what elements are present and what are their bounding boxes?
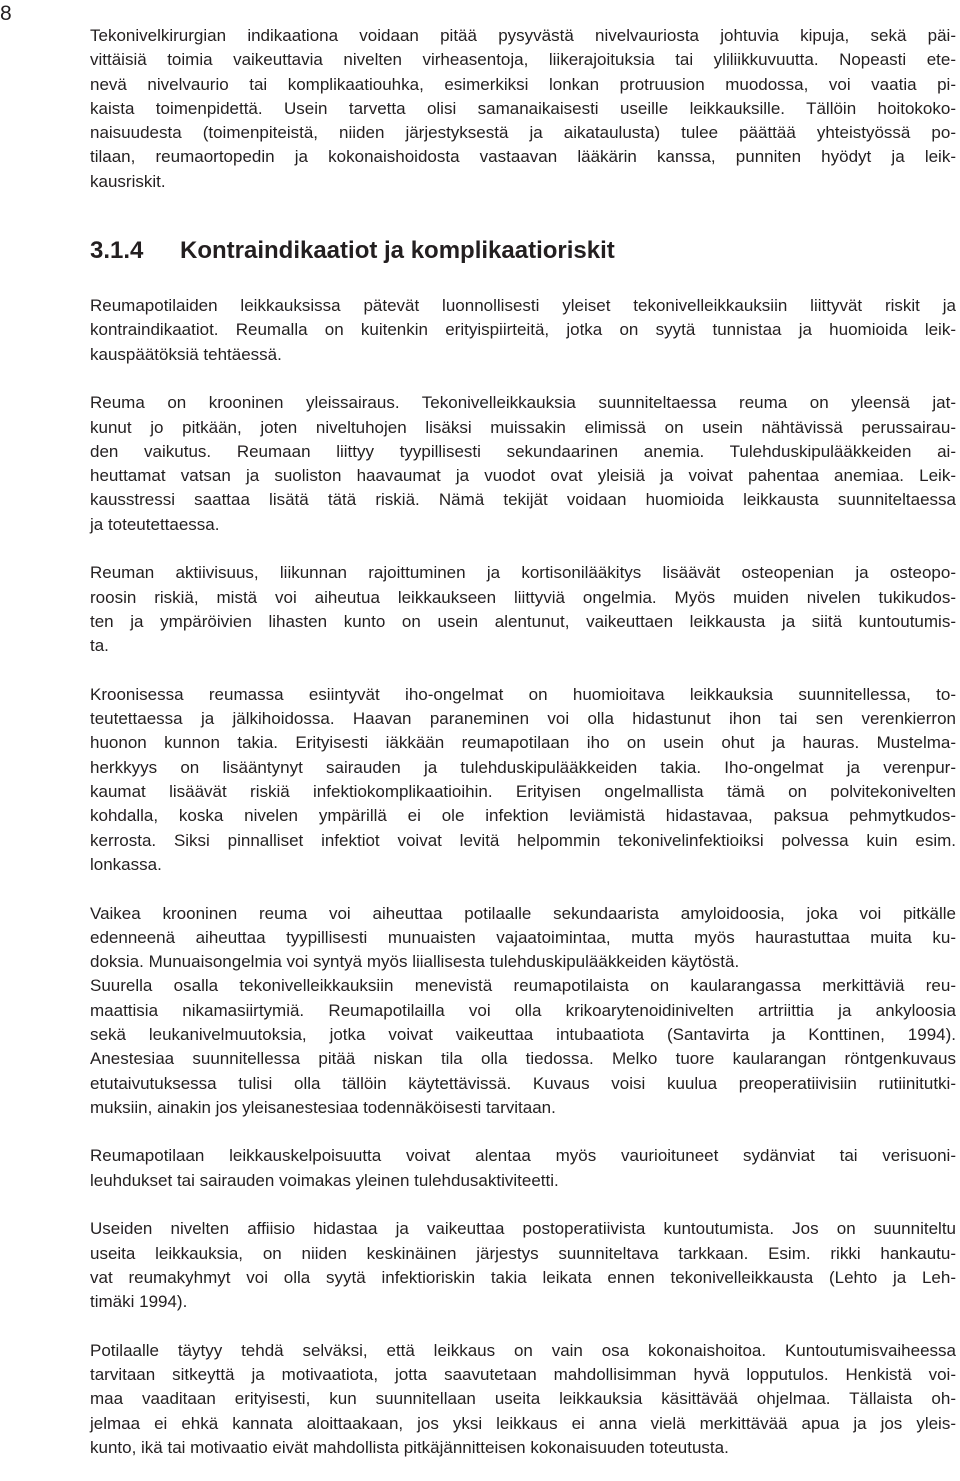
section-heading: [90, 236, 956, 266]
paragraph: [90, 1217, 956, 1314]
paragraph: [90, 683, 956, 877]
paragraph-gap: [90, 1120, 956, 1144]
paragraph-gap: [90, 877, 956, 901]
text-line: kontraindikaatiot. Reumalla on kuitenkin erityispiirteitä, jotka on syytä tunnistaa ja huomioida leik-: [90, 320, 956, 340]
section-number: 3.1.4: [90, 237, 144, 265]
paragraph-gap: [90, 537, 956, 561]
text-line: sekä leukanivelmuutoksia, jotka voivat vaikeuttaa intubaatiota (Santavirta ja Konttinen, 1994).: [90, 1024, 956, 1044]
text-line: Reumapotilaiden leikkauksissa pätevät luonnollisesti yleiset tekonivelleikkauksiin liittyvät riskit ja: [90, 296, 956, 316]
document-body: [90, 24, 956, 1460]
paragraph: [90, 561, 956, 658]
paragraph-gap: [90, 1315, 956, 1339]
text-line: maattisia nikamasiirtymiä. Reumapotilailla voi olla krikoarytenoidinivelten artriittia ja ankyloosia: [90, 1000, 956, 1020]
text-line: ten ja ympäröivien lihasten kunto on usein alentunut, vaikeuttaen leikkausta ja siitä kuntoutumis-: [90, 611, 956, 631]
text-line: ta.: [90, 636, 109, 656]
text-line: tilaan, reumaortopedin ja kokonaishoidosta vastaavan lääkärin kanssa, punniten hyödyt ja leik-: [90, 147, 956, 167]
text-line: jelmaa ei ehkä kannata aloittaakaan, jos yksi leikkaus ei anna vielä merkittävää apua ja jos yleis-: [90, 1413, 956, 1433]
text-line: maa vaaditaan erityisesti, kun suunnitellaan useita leikkauksia käsittävää ohjelmaa. Tällaista oh-: [90, 1389, 956, 1409]
text-line: kausriskit.: [90, 171, 166, 191]
text-line: useita leikkauksia, on niiden keskinäinen järjestys suunniteltava tarkkaan. Esim. rikki hankautu-: [90, 1243, 956, 1263]
paragraph: [90, 391, 956, 537]
text-line: leuhdukset tai sairauden voimakas yleinen tulehdusaktiviteetti.: [90, 1170, 559, 1190]
text-line: Reuma on krooninen yleissairaus. Tekonivelleikkauksia suunniteltaessa reuma on yleensä jat-: [90, 393, 956, 413]
paragraph: [90, 24, 956, 194]
paragraph-gap: [90, 1193, 956, 1217]
paragraph: [90, 1144, 956, 1193]
paragraph: [90, 294, 956, 367]
paragraph: [90, 902, 956, 1121]
text-line: kerrosta. Siksi pinnalliset infektiot voivat levitä helpommin tekonivelinfektioiksi polvessa kuin esim.: [90, 830, 956, 850]
text-line: ja toteutettaessa.: [90, 514, 220, 534]
text-line: kunut jo pitkään, joten niveltuhojen lisäksi muissakin elimissä on usein nähtävissä perussairau-: [90, 417, 956, 437]
text-line: vat reumakyhmyt voi olla syytä infektioriskin takia leikata ennen tekonivelleikkausta (Lehto ja Leh-: [90, 1267, 956, 1287]
text-line: kohdalla, koska nivelen ympärillä ei ole infektion leviämistä hidastavaa, paksua pehmytkudos-: [90, 806, 956, 826]
text-line: roosin riskiä, mistä voi aiheutua leikkaukseen liittyviä ongelmia. Myös muiden nivelen tukikudos-: [90, 587, 956, 607]
text-line: doksia. Munuaisongelmia voi syntyä myös liiallisesta tulehduskipulääkkeiden käytöstä.: [90, 952, 740, 972]
text-line: Anestesiaa suunnitellessa pitää niskan tila olla tiedossa. Melko tuore kaularangan röntgenkuvaus: [90, 1049, 956, 1069]
text-line: Tekonivelkirurgian indikaationa voidaan pitää pysyvästä nivelvauriosta johtuvia kipuja, sekä päi-: [90, 26, 956, 45]
paragraph-gap: [90, 266, 956, 294]
text-line: Useiden nivelten affiisio hidastaa ja vaikeuttaa postoperatiivista kuntoutumista. Jos on suunniteltu: [90, 1219, 956, 1239]
text-line: Reumapotilaan leikkauskelpoisuutta voivat alentaa myös vaurioituneet sydänviat tai verisuoni-: [90, 1146, 956, 1166]
text-line: teutettaessa ja jälkihoidossa. Haavan paraneminen voi olla hidastunut ihon tai sen verenkierron: [90, 709, 956, 729]
text-line: nevä nivelvaurio tai komplikaatiouhka, esimerkiksi lonkan protruusion muodossa, voi vaatia pi-: [90, 74, 956, 94]
text-line: huonon kunnon takia. Erityisesti iäkkään reumapotilaan iho on usein ohut ja hauras. Mustelma-: [90, 733, 956, 753]
text-line: lonkassa.: [90, 854, 162, 874]
text-line: edenneenä aiheuttaa tyypillisesti munuaisten vajaatoimintaa, mutta myös haurastuttaa muita ku-: [90, 927, 956, 947]
paragraph-gap: [90, 659, 956, 683]
text-line: Reuman aktiivisuus, liikunnan rajoittuminen ja kortisonilääkitys lisäävät osteopenian ja osteopo-: [90, 563, 956, 583]
text-line: kausstressi saattaa lisätä tätä riskiä. Nämä tekijät voidaan huomioida leikkausta suunniteltaessa: [90, 490, 956, 510]
text-line: timäki 1994).: [90, 1292, 188, 1312]
text-line: muksiin, ainakin jos yleisanestesiaa todennäköisesti tarvitaan.: [90, 1097, 556, 1117]
text-line: kaumat lisäävät riskiä infektiokomplikaatioihin. Erityisen ongelmallista tämä on polvitekonivelten: [90, 782, 956, 802]
text-line: kaista toimenpidettä. Usein tarvetta olisi samanaikaisesti useille leikkauksille. Tällöin hoitokoko-: [90, 98, 956, 118]
text-line: etutaivutuksessa tulisi olla tällöin käytettävissä. Kuvaus voisi kuulua preoperatiivisiin rutiinitutki-: [90, 1073, 956, 1093]
text-line: den vaikutus. Reumaan liittyy tyypillisesti sekundaarinen anemia. Tulehduskipulääkkeiden ai-: [90, 441, 956, 461]
text-line: Vaikea krooninen reuma voi aiheuttaa potilaalle sekundaarista amyloidoosia, joka voi pitkälle: [90, 903, 956, 923]
text-line: herkkyys on lisääntynyt sairauden ja tulehduskipulääkkeiden takia. Iho-ongelmat ja verenpur-: [90, 757, 956, 777]
text-line: tarvitaan sitkeyttä ja motivaatiota, jotta saavutetaan mahdollisimman hyvä lopputulos. Henkistä voi-: [90, 1365, 956, 1385]
text-line: kunto, ikä tai motivaatio eivät mahdollista pitkäjännitteisen kokonaisuuden toteutusta.: [90, 1438, 729, 1458]
paragraph-gap: [90, 367, 956, 391]
paragraph-gap: [90, 194, 956, 236]
text-line: Suurella osalla tekonivelleikkauksiin menevistä reumapotilaista on kaularangassa merkittäviä reu-: [90, 976, 956, 996]
text-line: vittäisiä toimia vaikeuttavia nivelten virheasentoja, liikerajoituksia tai yliliikkuvuutta. Nopeasti ete-: [90, 50, 956, 70]
paragraph: [90, 1339, 956, 1460]
section-title: Kontraindikaatiot ja komplikaatioriskit: [180, 237, 615, 265]
text-line: kauspäätöksiä tehtäessä.: [90, 344, 282, 364]
text-line: Kroonisessa reumassa esiintyvät iho-ongelmat on huomioitava leikkauksia suunnitellessa, to-: [90, 684, 956, 704]
text-line: naisuudesta (toimenpiteistä, niiden järjestyksestä ja aikataulusta) tulee päättää yhteistyössä po-: [90, 123, 956, 143]
text-line: heuttamat vatsan ja suoliston haavaumat ja vuodot ovat yleisiä ja voivat pahentaa anemiaa. Leik-: [90, 466, 956, 486]
page-number: 8: [0, 2, 12, 25]
text-line: Potilaalle täytyy tehdä selväksi, että leikkaus on vain osa kokonaishoitoa. Kuntoutumisvaiheessa: [90, 1340, 956, 1360]
